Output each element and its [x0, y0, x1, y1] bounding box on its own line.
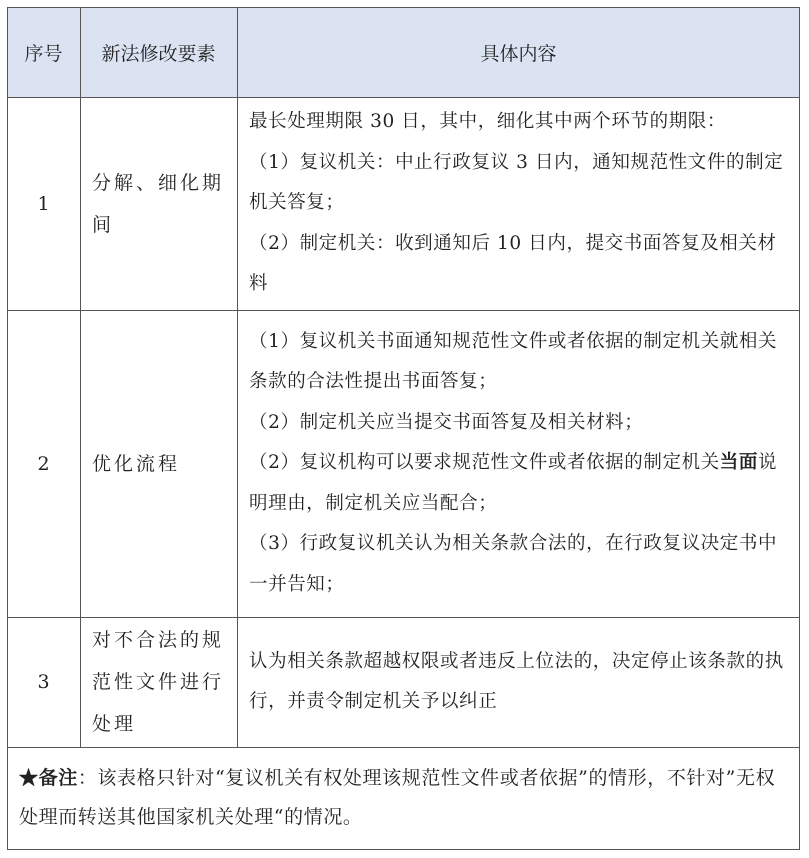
remark-label: 备注: [38, 767, 78, 789]
header-requirement: 新法修改要素: [101, 42, 216, 65]
row-1-no: 1: [37, 192, 50, 215]
row-1-requirement: 分解、细化期间: [92, 171, 225, 236]
row-3-line-1: 认为相关条款超越权限或者违反上位法的，决定停止该条款的执行，并责令制定机关予以纠正: [249, 650, 784, 712]
header-no: 序号: [24, 42, 63, 65]
row-2-line-3-text: （2）复议机构可以要求规范性文件或者依据的制定机关: [249, 452, 720, 474]
row-2-line-2: （2）制定机关应当提交书面答复及相关材料；: [249, 411, 644, 433]
star-icon: ★: [19, 767, 39, 789]
row-2-no: 2: [37, 452, 50, 475]
header-content: 具体内容: [480, 42, 557, 65]
row-3-no: 3: [37, 671, 50, 693]
row-2-content: [237, 310, 800, 617]
remark-note: [7, 747, 800, 849]
row-1-line-3: （2）制定机关：收到通知后 10 日内，提交书面答复及相关材料: [249, 232, 777, 295]
requirements-table: [7, 7, 800, 850]
row-3-requirement: 对不合法的规范性文件进行处理: [92, 629, 225, 735]
remark-colon: ：: [77, 767, 98, 789]
row-2-line-3-tail: 说明理由，制定机关应当配合；: [249, 452, 778, 514]
row-2-line-3: [249, 443, 794, 524]
row-1-line-2: （1）复议机关：中止行政复议 3 日内，通知规范性文件的制定机关答复；: [249, 151, 784, 214]
row-1-content: [237, 97, 800, 310]
row-2-emphasis: 当面: [719, 452, 758, 474]
row-2-line-4: （3）行政复议机关认为相关条款合法的，在行政复议决定书中一并告知；: [249, 533, 778, 595]
row-2-line-1: （1）复议机关书面通知规范性文件或者依据的制定机关就相关条款的合法性提出书面答复；: [249, 330, 778, 393]
remark-text: 该表格只针对“复议机关有权处理该规范性文件或者依据”的情形，不针对”无权处理而转送其他国家机关处理“的情况。: [19, 767, 776, 828]
row-1-line-1: 最长处理期限 30 日，其中，细化其中两个环节的期限：: [249, 111, 727, 133]
row-2-requirement: 优化流程: [92, 452, 181, 475]
row-3-content: [237, 617, 800, 747]
